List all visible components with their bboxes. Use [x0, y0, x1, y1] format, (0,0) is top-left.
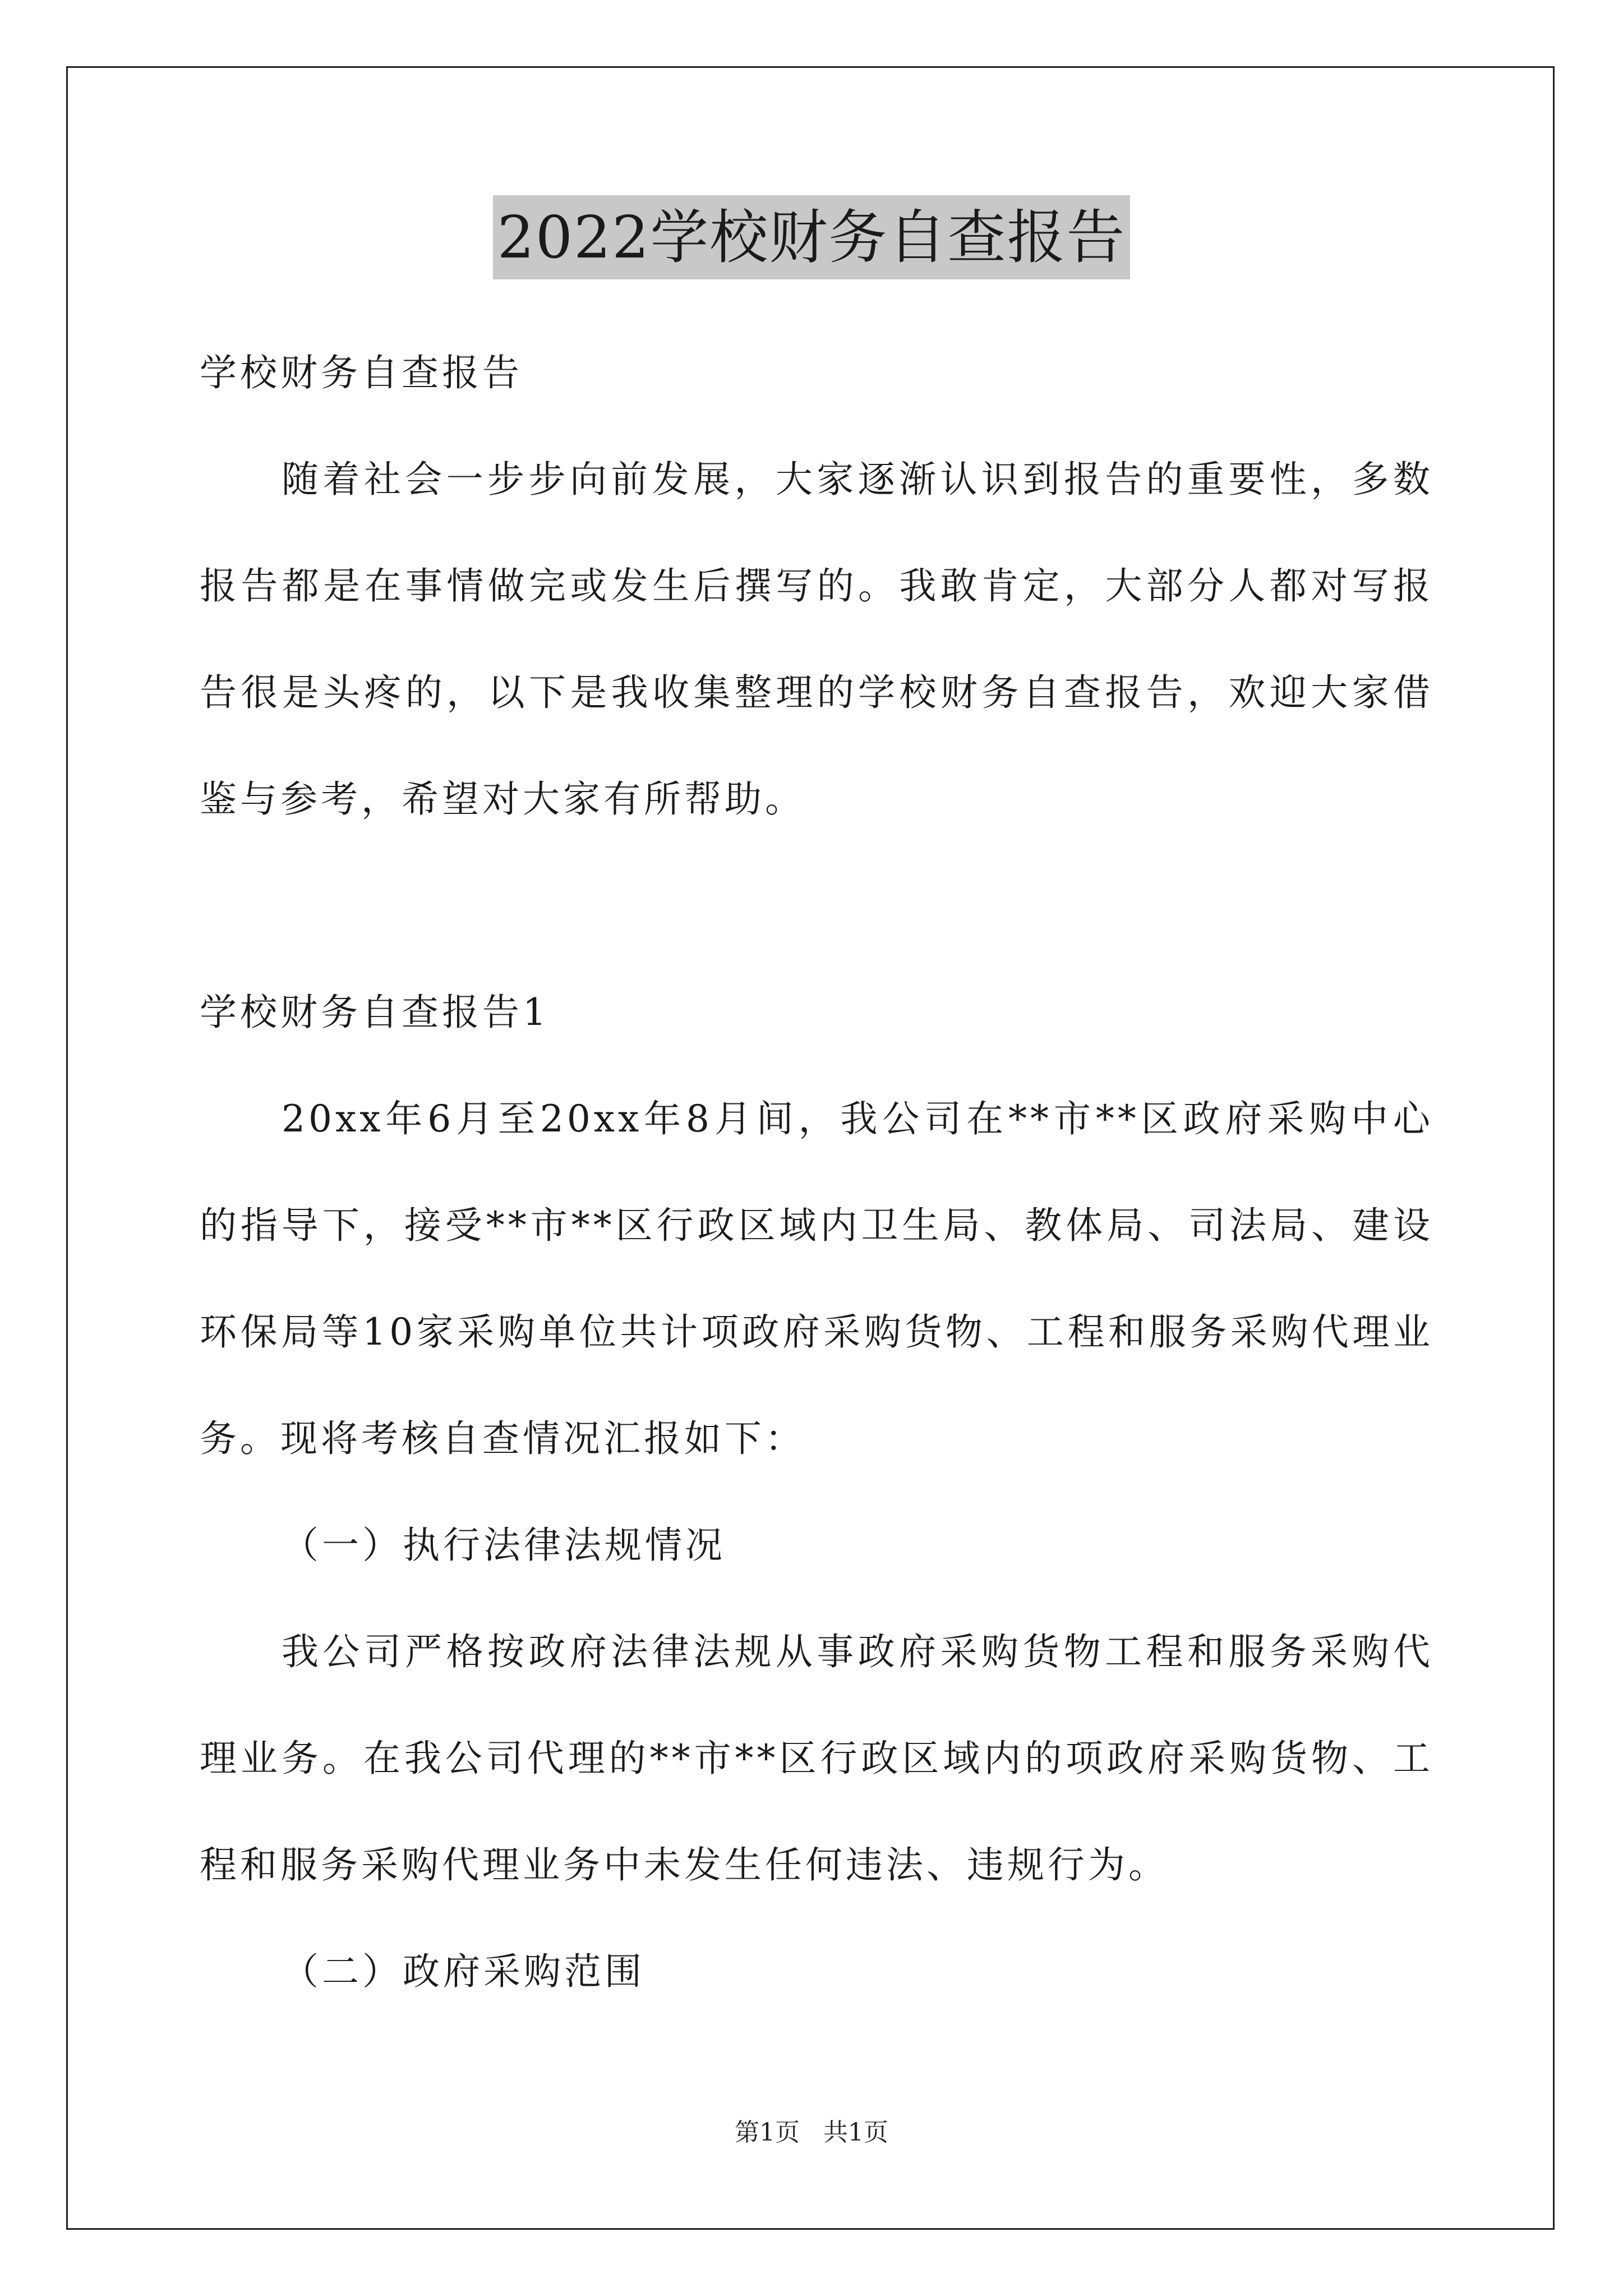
document-title: 2022学校财务自查报告	[493, 195, 1131, 279]
paragraph-subheading: （二）政府采购范围	[282, 1950, 645, 1993]
page-number: 第1页	[735, 2118, 800, 2147]
page-total: 共1页	[823, 2118, 888, 2147]
paragraph-body: 20xx年6月至20xx年8月间，我公司在**市**区政府采购中心的指导下，接受**市**区行政区域内卫生局、教体局、司法局、建设环保局等10家采购单位共计项政府采购货物、工程和服务采购代理业务。现将考核自查情况汇报如下：	[200, 1097, 1433, 1460]
paragraph-section-heading: 学校财务自查报告1	[200, 991, 550, 1034]
document-body	[200, 320, 1433, 2025]
paragraph-intro: 随着社会一步步向前发展，大家逐渐认识到报告的重要性，多数报告都是在事情做完或发生后撰写的。我敢肯定，大部分人都对写报告很是头疼的，以下是我收集整理的学校财务自查报告，欢迎大家借鉴与参考，希望对大家有所帮助。	[200, 458, 1433, 821]
paragraph-heading: 学校财务自查报告	[200, 351, 523, 394]
paragraph-body: 我公司严格按政府法律法规从事政府采购货物工程和服务采购代理业务。在我公司代理的**市**区行政区域内的项政府采购货物、工程和服务采购代理业务中未发生任何违法、违规行为。	[200, 1630, 1433, 1887]
title-container	[0, 195, 1623, 279]
page-footer	[0, 2116, 1623, 2150]
paragraph-gap	[200, 853, 1433, 959]
paragraph-subheading: （一）执行法律法规情况	[282, 1524, 726, 1567]
